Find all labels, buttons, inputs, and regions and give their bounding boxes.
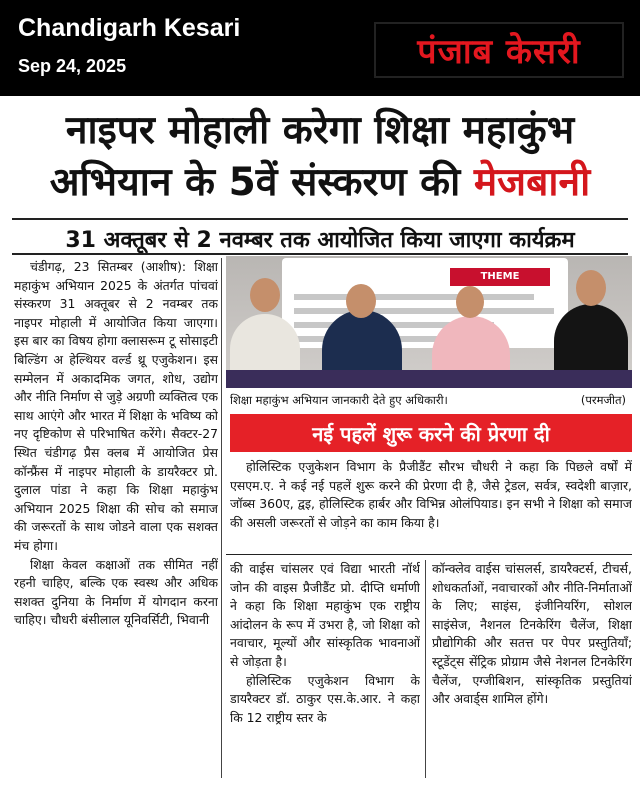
column-2-paragraph-1: की वाईस चांसलर एवं विद्या भारती नॉर्थ जोन की वाइस प्रैजीडैंट प्रो. दीप्ति धर्माणी ने कहा कि शिक्षा महाकुंभ एक राष्ट्रीय आंदोलन के रूप में उभरा है, जो शिक्षा को नवाचार, मूल्यों और सांस्कृतिक भावनाओं से जोड़ता है। [230, 561, 420, 669]
headline-highlight: मेजबानी [473, 160, 591, 205]
masthead [0, 0, 640, 96]
article-column-2 [230, 560, 420, 780]
headline-line-2 [4, 160, 636, 206]
photo-banner-label: THEME [450, 268, 550, 286]
person-4-head [576, 270, 606, 306]
article-column-3 [432, 560, 632, 780]
photo-caption-bar [226, 389, 632, 411]
section-divider [226, 554, 632, 555]
article-column-1 [14, 258, 218, 780]
photo-credit: (परमजीत) [580, 393, 626, 407]
newspaper-logo [374, 22, 624, 78]
publication-name: Chandigarh Kesari [18, 14, 241, 42]
subheadline-divider [12, 253, 628, 255]
column-divider-1 [221, 258, 222, 778]
subheadline: 31 अक्तूबर से 2 नवम्बर तक आयोजित किया जाएगा कार्यक्रम [65, 228, 575, 253]
column-1-paragraph-1: चंडीगढ़, 23 सितम्बर (आशीष): शिक्षा महाकुंभ अभियान 2025 के अंतर्गत पांचवां संस्करण 31 अक्तूबर से 2 नवम्बर तक नाइपर मोहाली में आयोजित किया जाएगा। इस बार का विषय होगा क्लासरूम टू सोसाइटी बिल्डिंग अ हेल्थियर वर्ल्ड थ्रू एजुकेशन। इस सम्मेलन में अकादमिक जगत, शोध, उद्योग और नीति निर्माण से जुड़े अग्रणी व्यक्तित्व एक साथ आएंगे और भारत में शिक्षा के भविष्य को नए दृष्टिकोण से परिभाषित करेंगे। सैक्टर-27 स्थित चंडीगढ़ प्रैस क्लब में आयोजित प्रेस कॉन्फ्रैंस में नाइपर मोहाली के डायरैक्टर प्रो. दुलाल पांडा ने कहा कि शिक्षा महाकुंभ अभियान 2025 शिक्षा की सोच को समाज की जरूरतों के साथ जोडने वाला एक सशक्त मंच होगा। [14, 259, 218, 553]
person-3-head [456, 286, 484, 318]
section-heading-box [230, 414, 632, 452]
person-2-head [346, 284, 376, 318]
headline-divider [12, 218, 628, 220]
column-3-paragraph-1: कॉन्क्लेव वाईस चांसलर्स, डायरैक्टर्स, टीचर्स, शोधकर्ताओं, नवाचारकों और नीति-निर्माताओं के लिए; साइंस, इंजीनियरिंग, सोशल साइंसेज, नैशनल टिनकेरिंग चैलेंज, शिक्षा प्रौद्योगिकी और सतत्त पर पेपर प्रस्तुतियाँ; स्टूडेंट्स सेंट्रिक प्रोग्राम जैसे नेशनल टिनकेरिंग चैलेंज, एग्जीबिशन, सांस्कृतिक प्रस्तुतियां और अवार्ड्स शामिल होंगे। [432, 561, 632, 707]
article-wide-paragraph [230, 458, 632, 550]
person-4 [554, 304, 628, 370]
column-divider-2 [425, 560, 426, 778]
column-1-paragraph-2: शिक्षा केवल कक्षाओं तक सीमित नहीं रहनी चाहिए, बल्कि एक स्वस्थ और अधिक सशक्त दुनिया के निर्माण में योगदान करना चाहिए। चौधरी बंसीलाल यूनिवर्सिटी, भिवानी [14, 556, 218, 628]
photo-caption: शिक्षा महाकुंभ अभियान जानकारी देते हुए अधिकारी। [230, 393, 448, 407]
wide-paragraph: होलिस्टिक एजुकेशन विभाग के प्रैजीडैंट सौरभ चौधरी ने कहा कि पिछले वर्षों में एसएम.ए. ने कई नई पहलें शुरू करने की प्रेरणा दी है, जैसे ट्रेडल, सर्वत्र, स्वदेशी बाज़ार, जॉब्स 360ए, द्वइ, होलिस्टिक हार्बर और विभिन्न ओलंपियाड। इन सभी ने शिक्षा को समाज की असली जरूरतों से जोड़ने का काम किया है। [230, 459, 632, 530]
person-1-head [250, 278, 280, 312]
conference-table [226, 370, 632, 388]
logo-text: पंजाब केसरी [417, 32, 581, 72]
newspaper-clipping [4, 100, 636, 782]
press-conference-photo [226, 256, 632, 388]
headline-line-1: नाइपर मोहाली करेगा शिक्षा महाकुंभ [65, 108, 575, 153]
headline-line-2-text: अभियान के 5वें संस्करण की [49, 160, 461, 205]
column-2-paragraph-2: होलिस्टिक एजुकेशन विभाग के डायरैक्टर डॉ. ठाकुर एस.के.आर. ने कहा कि 12 राष्ट्रीय स्तर के [230, 672, 420, 725]
publication-date: Sep 24, 2025 [18, 56, 127, 76]
section-heading: नई पहलें शुरू करने की प्रेरणा दी [312, 421, 550, 446]
